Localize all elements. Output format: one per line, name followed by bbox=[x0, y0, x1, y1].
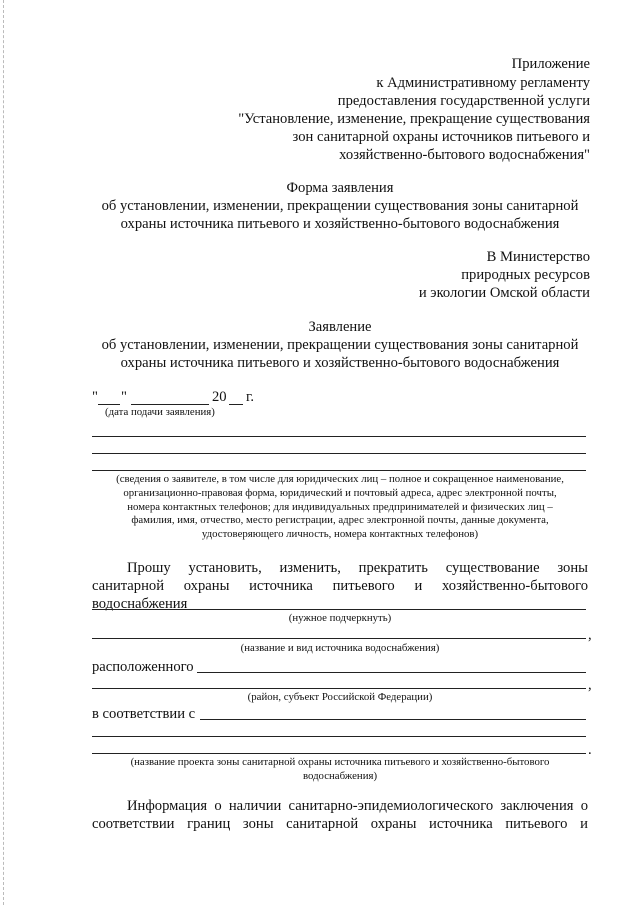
location-field-2[interactable] bbox=[92, 688, 586, 689]
request-underline[interactable] bbox=[92, 609, 586, 610]
location-label: расположенного bbox=[92, 659, 194, 675]
info-word: границ bbox=[187, 816, 231, 832]
appendix-line: к Административному регламенту bbox=[376, 75, 590, 91]
request-word: существование bbox=[445, 560, 540, 576]
info-word: санитарной bbox=[286, 816, 359, 832]
request-word: зоны bbox=[557, 560, 588, 576]
request-word: и bbox=[414, 578, 423, 594]
appendix-line: предоставления государственной услуги bbox=[337, 93, 590, 109]
accordance-label: в соответствии с bbox=[92, 706, 196, 722]
appendix-line: зон санитарной охраны источников питьевого и bbox=[292, 129, 590, 145]
appendix-line: хозяйственно-бытового водоснабжения" bbox=[339, 147, 590, 163]
year-suffix: г. bbox=[246, 389, 254, 405]
application-line: охраны источника питьевого и хозяйственно-бытового водоснабжения bbox=[120, 355, 560, 371]
application-line: об установлении, изменении, прекращении существования зоны санитарной bbox=[101, 337, 579, 353]
info-word: и bbox=[580, 816, 588, 832]
applicant-caption-line: фамилия, имя, отчество, место регистрации, адрес электронной почты, данные документа, bbox=[131, 514, 549, 526]
request-word: хозяйственно-бытового bbox=[442, 578, 588, 594]
applicant-line[interactable] bbox=[92, 436, 586, 437]
source-comma: , bbox=[588, 627, 592, 643]
info-word: Информация bbox=[127, 798, 208, 814]
info-word: соответствии bbox=[92, 816, 175, 832]
request-line-3: водоснабжения bbox=[92, 596, 188, 612]
appendix-line: Приложение bbox=[511, 56, 590, 72]
applicant-caption-line: организационно-правовая форма, юридический и почтовый адреса, адрес электронной почты, bbox=[123, 487, 557, 499]
info-word: о bbox=[214, 798, 222, 814]
request-word: источника bbox=[249, 578, 313, 594]
info-word: источника bbox=[429, 816, 493, 832]
year-blank[interactable] bbox=[229, 404, 243, 405]
accordance-caption: (название проекта зоны санитарной охраны источника питьевого и хозяйственно-бытового bbox=[130, 756, 550, 768]
request-line-2 bbox=[92, 579, 588, 594]
date-quote-close: " bbox=[121, 389, 127, 405]
scan-edge bbox=[3, 0, 4, 905]
info-word: о bbox=[580, 798, 588, 814]
accordance-field-2[interactable] bbox=[92, 736, 586, 737]
info-word: охраны bbox=[370, 816, 417, 832]
accordance-caption: водоснабжения) bbox=[302, 770, 378, 782]
applicant-line[interactable] bbox=[92, 470, 586, 471]
info-word: зоны bbox=[242, 816, 274, 832]
applicant-caption-line: удостоверяющего личность, номера контактных телефонов) bbox=[201, 528, 479, 540]
location-caption: (район, субъект Российской Федерации) bbox=[247, 691, 433, 703]
year-prefix: 20 bbox=[212, 389, 227, 405]
info-word: питьевого bbox=[505, 816, 568, 832]
accordance-period: . bbox=[588, 742, 592, 758]
form-title-line: охраны источника питьевого и хозяйственно-бытового водоснабжения bbox=[120, 216, 560, 232]
info-line-1 bbox=[127, 799, 588, 814]
request-option-establish[interactable]: установить, bbox=[188, 560, 262, 576]
info-word: заключения bbox=[500, 798, 574, 814]
source-caption: (название и вид источника водоснабжения) bbox=[240, 642, 440, 654]
applicant-caption-line: (сведения о заявителе, в том числе для юридических лиц – полное и сокращенное наименование, bbox=[116, 473, 564, 485]
source-field[interactable] bbox=[92, 638, 586, 639]
request-word: питьевого bbox=[332, 578, 395, 594]
addressee-line: В Министерство bbox=[486, 249, 590, 265]
location-field[interactable] bbox=[197, 672, 586, 673]
applicant-line[interactable] bbox=[92, 453, 586, 454]
accordance-field-3[interactable] bbox=[92, 753, 586, 754]
info-word: наличии bbox=[228, 798, 282, 814]
appendix-line: "Установление, изменение, прекращение существования bbox=[238, 111, 590, 127]
location-comma: , bbox=[588, 677, 592, 693]
info-line-2 bbox=[92, 817, 588, 832]
day-blank[interactable] bbox=[98, 404, 120, 405]
form-title-line: об установлении, изменении, прекращении существования зоны санитарной bbox=[101, 198, 579, 214]
info-word: санитарно-эпидемиологического bbox=[288, 798, 494, 814]
addressee-line: и экологии Омской области bbox=[418, 285, 590, 301]
date-quote-open: " bbox=[92, 389, 98, 405]
applicant-caption-line: номера контактных телефонов; для индивидуальных предпринимателей и физических лиц – bbox=[127, 501, 553, 513]
request-word: санитарной bbox=[92, 578, 164, 594]
application-heading: Заявление bbox=[308, 319, 372, 335]
date-caption: (дата подачи заявления) bbox=[105, 406, 215, 418]
request-option-terminate[interactable]: прекратить bbox=[358, 560, 428, 576]
request-word: Прошу bbox=[127, 560, 171, 576]
addressee-line: природных ресурсов bbox=[461, 267, 590, 283]
request-line-1 bbox=[127, 561, 588, 576]
request-option-change[interactable]: изменить, bbox=[279, 560, 341, 576]
request-word: охраны bbox=[183, 578, 230, 594]
month-blank[interactable] bbox=[131, 404, 209, 405]
form-title-heading: Форма заявления bbox=[286, 180, 394, 196]
underline-caption: (нужное подчеркнуть) bbox=[288, 612, 392, 624]
accordance-field[interactable] bbox=[200, 719, 586, 720]
